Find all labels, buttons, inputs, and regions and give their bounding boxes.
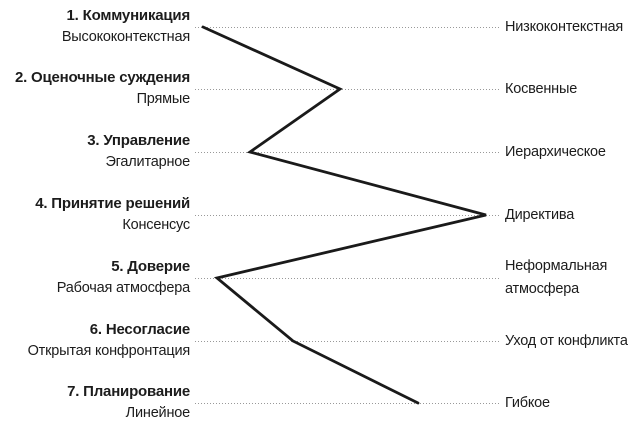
dimension-left-block	[0, 131, 190, 173]
scale-dotted-line	[195, 403, 500, 404]
dimension-left-pole-label: Линейное	[125, 405, 190, 421]
dimension-title: 4. Принятие решений	[35, 195, 190, 212]
dimension-left-block	[0, 68, 190, 110]
dimension-title: 1. Коммуникация	[66, 7, 190, 24]
dimension-left-pole-label: Рабочая атмосфера	[56, 280, 190, 296]
dimension-title: 3. Управление	[87, 132, 190, 149]
dimension-left-pole-label: Эгалитарное	[105, 154, 190, 170]
scale-dotted-line	[195, 152, 500, 153]
dimension-left-block	[0, 320, 190, 362]
dimension-left-pole-label: Прямые	[136, 91, 190, 107]
dimension-title: 2. Оценочные суждения	[14, 69, 190, 86]
dimension-right-pole-label: Косвенные	[505, 80, 578, 97]
scale-dotted-line	[195, 27, 500, 28]
dimension-title: 6. Несогласие	[89, 321, 190, 338]
dimension-right-pole-label: Уход от конфликта	[505, 332, 628, 349]
dimension-left-pole-label: Открытая конфронтация	[27, 343, 190, 359]
scale-dotted-line	[195, 278, 500, 279]
dimension-left-block	[0, 257, 190, 299]
dimension-left-block	[0, 6, 190, 48]
scale-dotted-line	[195, 341, 500, 342]
dimension-title: 7. Планирование	[67, 383, 190, 400]
dimension-left-block	[0, 382, 190, 424]
dimension-right-pole-label: Неформальная атмосфера	[505, 258, 608, 297]
dimension-right-pole-label: Иерархическое	[505, 143, 606, 160]
dimension-title: 5. Доверие	[111, 258, 190, 275]
dimension-right-pole-label: Низкоконтекстная	[505, 18, 624, 35]
scale-dotted-line	[195, 215, 500, 216]
dimension-right-pole-label: Гибкое	[505, 394, 550, 411]
dimension-left-pole-label: Консенсус	[122, 217, 190, 233]
dimension-left-block	[0, 194, 190, 236]
dimension-right-pole-label: Директива	[505, 206, 575, 223]
scale-dotted-line	[195, 89, 500, 90]
dimension-left-pole-label: Высококонтекстная	[61, 29, 190, 45]
